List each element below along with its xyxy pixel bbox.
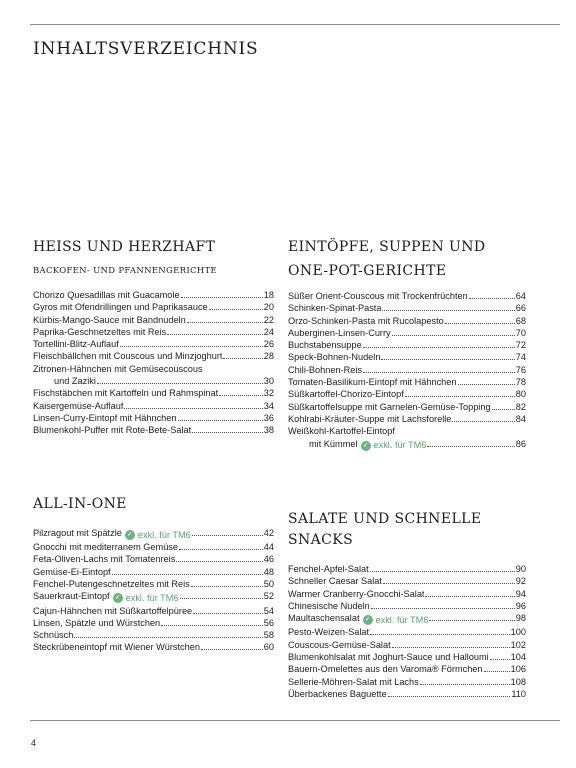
entry-page-number: 28	[263, 351, 274, 362]
entry-page-number: 38	[263, 425, 274, 436]
dot-leader	[429, 612, 514, 621]
toc-entry	[288, 401, 526, 413]
dot-leader	[363, 364, 515, 373]
entry-page-number: 32	[263, 388, 274, 399]
entry-page-number: 54	[263, 605, 274, 616]
entry-page-number: 78	[515, 377, 526, 388]
dot-leader	[427, 438, 514, 447]
entry-title: Weißkohl-Kartoffel-Eintopf	[288, 426, 395, 437]
section-title: HEISS UND HERZHAFT	[33, 239, 216, 255]
toc-entry	[288, 315, 526, 327]
entry-title: Fenchel-Putengeschnetzeltes mit Reis	[33, 579, 190, 590]
entry-page-number: 48	[263, 566, 274, 577]
entry-title: Pilzragout mit Spätzle	[33, 528, 122, 538]
toc-entry	[288, 388, 526, 400]
entry-page-number: 26	[263, 339, 274, 350]
toc-entry	[33, 363, 274, 375]
dot-leader	[392, 639, 510, 648]
toc-entry	[288, 339, 526, 351]
entry-page-number: 64	[515, 291, 526, 301]
entry-title: Süßkartoffel-Chorizo-Eintopf	[288, 389, 404, 400]
dot-leader	[492, 401, 515, 410]
entry-page-number: 52	[263, 591, 274, 602]
section-title: ALL-IN-ONE	[33, 496, 127, 512]
entry-page-number: 94	[515, 588, 526, 599]
dot-leader	[167, 326, 262, 335]
entry-page-number: 22	[263, 314, 274, 325]
entry-title: Zitronen-Hähnchen mit Gemüsecouscous	[33, 363, 203, 374]
entry-page-number: 70	[515, 327, 526, 338]
entry-title: Blumenkohlsalat mit Joghurt-Sauce und Halloumi	[288, 651, 489, 662]
toc-entry	[288, 676, 526, 688]
dot-leader	[219, 387, 263, 396]
entry-page-number: 50	[263, 579, 274, 590]
dot-leader	[209, 301, 263, 310]
toc-list	[33, 289, 274, 437]
toc-entry	[33, 338, 274, 350]
dot-leader	[458, 376, 515, 385]
thermomix-icon: ✓	[125, 530, 135, 540]
entry-title: Süßer Orient-Couscous mit Trockenfrüchten	[288, 291, 468, 301]
section-heiss-und-herzhaft	[33, 237, 274, 437]
toc-entry	[288, 425, 526, 437]
entry-title: Gnocchi mit mediterranem Gemüse	[33, 542, 179, 553]
entry-page-number: 20	[263, 302, 274, 313]
toc-entry	[33, 629, 274, 641]
toc-entry	[288, 438, 526, 452]
dot-leader	[178, 412, 263, 421]
dot-leader	[97, 375, 263, 384]
toc-entry	[33, 553, 274, 565]
section-title: EINTÖPFE, SUPPEN UND	[288, 239, 486, 255]
entry-title: Couscous-Gemüse-Salat	[288, 639, 391, 650]
toc-entry	[33, 289, 274, 301]
section-title: SALATE UND SCHNELLE SNACKS	[288, 511, 482, 548]
dot-leader	[392, 327, 515, 336]
entry-title: Speck-Bohnen-Nudeln	[288, 352, 381, 363]
dot-leader	[120, 338, 263, 347]
entry-title: Kohlrabi-Kräuter-Suppe mit Lachsforelle	[288, 413, 452, 424]
toc-list	[288, 290, 526, 452]
entry-page-number: 76	[515, 364, 526, 375]
tm6-label: exkl. für TM6	[125, 593, 179, 604]
entry-title: und Zaziki	[54, 376, 96, 387]
dot-leader	[181, 289, 263, 298]
section-salate-snacks	[288, 509, 526, 700]
dot-leader	[382, 302, 514, 311]
tm6-label: exkl. für TM6	[137, 529, 191, 540]
page-title: INHALTSVERZEICHNIS	[33, 39, 259, 59]
toc-entry	[33, 424, 274, 436]
entry-page-number: 82	[515, 401, 526, 412]
toc-entry	[33, 326, 274, 338]
toc-entry	[288, 327, 526, 339]
dot-leader	[383, 575, 515, 584]
dot-leader	[179, 541, 263, 550]
entry-title: Auberginen-Linsen-Curry	[288, 327, 391, 338]
toc-entry	[33, 400, 274, 412]
toc-entry	[288, 575, 526, 587]
entry-page-number: 68	[515, 315, 526, 326]
entry-title: Steckrübeneintopf mit Wiener Würstchen	[33, 642, 200, 653]
dot-leader	[425, 588, 514, 597]
toc-entry	[33, 314, 274, 326]
toc-entry	[288, 688, 526, 700]
entry-page-number: 84	[515, 413, 526, 424]
entry-page-number: 58	[263, 630, 274, 641]
entry-page-number: 72	[515, 340, 526, 351]
entry-title: Tomaten-Basilikum-Eintopf mit Hähnchen	[288, 377, 457, 388]
thermomix-icon: ✓	[363, 615, 373, 625]
entry-title: Orzo-Schinken-Pasta mit Rucolapesto	[288, 315, 444, 326]
toc-entry	[33, 566, 274, 578]
entry-title: Pesto-Weizen-Salat	[288, 627, 370, 638]
dot-leader	[124, 400, 262, 409]
entry-title: Sellerie-Möhren-Salat mit Lachs	[288, 676, 419, 687]
tm6-label: exkl. für TM6	[375, 615, 429, 626]
section-title-line2: ONE-POT-GERICHTE	[288, 263, 447, 279]
entry-page-number: 92	[515, 576, 526, 587]
dot-leader	[201, 641, 263, 650]
toc-entry	[288, 302, 526, 314]
entry-title: Tortellini-Blitz-Auflauf	[33, 339, 119, 350]
entry-title: Kaisergemüse-Auflauf	[33, 400, 124, 411]
entry-page-number: 60	[263, 642, 274, 653]
entry-title: Chinesische Nudeln	[288, 600, 370, 611]
dot-leader	[469, 290, 515, 299]
dot-leader	[112, 566, 263, 575]
entry-title: mit Kümmel	[309, 438, 358, 449]
section-eintoepfe-suppen	[288, 237, 526, 452]
dot-leader	[187, 314, 263, 323]
toc-entry	[288, 626, 526, 638]
dot-leader	[363, 339, 515, 348]
dot-leader	[370, 563, 515, 572]
dot-leader	[74, 629, 262, 638]
tm6-badge	[363, 614, 429, 626]
entry-title: Überbackenes Baguette	[288, 688, 387, 699]
toc-list	[33, 527, 274, 654]
entry-page-number: 66	[515, 303, 526, 314]
entry-page-number: 98	[515, 613, 526, 624]
dot-leader	[370, 626, 510, 635]
toc-entry	[33, 641, 274, 653]
dot-leader	[193, 605, 263, 614]
entry-title: Maultaschensalat	[288, 613, 360, 624]
toc-entry	[33, 350, 274, 362]
entry-page-number: 100	[510, 627, 526, 638]
entry-title: Fleischbällchen mit Couscous und Minzjoghurt	[33, 351, 223, 362]
toc-entry	[288, 588, 526, 600]
dot-leader	[490, 651, 510, 660]
entry-title: Blumenkohl-Puffer mit Rote-Bete-Salat	[33, 425, 192, 436]
entry-page-number: 56	[263, 617, 274, 628]
entry-page-number: 80	[515, 389, 526, 400]
entry-page-number: 18	[263, 290, 274, 300]
toc-entry	[33, 617, 274, 629]
entry-title: Sauerkraut-Eintopf	[33, 591, 110, 602]
entry-title: Bauern-Omelettes aus den Varoma® Förmchen	[288, 664, 483, 675]
dot-leader	[223, 350, 262, 359]
dot-leader	[381, 351, 514, 360]
entry-title: Chorizo Quesadillas mit Guacamole	[33, 290, 180, 300]
dot-leader	[484, 663, 510, 672]
entry-page-number: 34	[263, 400, 274, 411]
section-subtitle: BACKOFEN- UND PFANNENGERICHTE	[33, 266, 217, 276]
dot-leader	[420, 676, 510, 685]
dot-leader	[176, 553, 262, 562]
entry-page-number: 90	[515, 564, 526, 574]
toc-entry	[33, 412, 274, 424]
entry-title: Süßkartoffelsuppe mit Garnelen-Gemüse-Topping	[288, 401, 491, 412]
toc-entry	[288, 651, 526, 663]
toc-entry	[33, 578, 274, 590]
entry-title: Gyros mit Ofendrillingen und Paprikasauce	[33, 302, 208, 313]
entry-page-number: 36	[263, 412, 274, 423]
dot-leader	[371, 600, 515, 609]
tm6-badge	[125, 529, 191, 541]
entry-page-number: 74	[515, 352, 526, 363]
dot-leader	[180, 590, 263, 599]
tm6-badge	[361, 439, 427, 451]
dot-leader	[191, 578, 263, 587]
toc-entry	[288, 376, 526, 388]
toc-entry	[288, 600, 526, 612]
entry-page-number: 86	[515, 438, 526, 449]
page-number: 4	[31, 738, 37, 748]
entry-page-number: 30	[263, 376, 274, 387]
entry-title: Linsen, Spätzle und Würstchen	[33, 617, 161, 628]
entry-title: Paprika-Geschnetzeltes mit Reis	[33, 326, 167, 337]
entry-title: Fenchel-Apfel-Salat	[288, 564, 369, 574]
dot-leader	[452, 413, 514, 422]
entry-title: Chili-Bohnen-Reis	[288, 364, 363, 375]
section-all-in-one	[33, 494, 274, 654]
toc-entry	[33, 375, 274, 387]
toc-entry	[288, 351, 526, 363]
entry-title: Feta-Oliven-Lachs mit Tomatenreis	[33, 554, 176, 565]
entry-title: Schneller Caesar Salat	[288, 576, 382, 587]
entry-title: Schnüsch	[33, 630, 74, 641]
dot-leader	[192, 527, 263, 536]
entry-page-number: 24	[263, 326, 274, 337]
entry-page-number: 46	[263, 554, 274, 565]
entry-title: Linsen-Curry-Eintopf mit Hähnchen	[33, 412, 177, 423]
dot-leader	[192, 424, 263, 433]
entry-page-number: 44	[263, 542, 274, 553]
toc-entry	[288, 563, 526, 575]
toc-entry	[33, 541, 274, 553]
toc-entry	[288, 290, 526, 302]
dot-leader	[405, 388, 515, 397]
entry-page-number: 102	[510, 639, 526, 650]
entry-title: Cajun-Hähnchen mit Süßkartoffelpüree	[33, 605, 193, 616]
entry-title: Schinken-Spinat-Pasta	[288, 303, 382, 314]
tm6-label: exkl. für TM6	[373, 440, 427, 451]
toc-list	[288, 563, 526, 700]
entry-title: Kürbis-Mango-Sauce mit Bandnudeln	[33, 314, 186, 325]
toc-entry	[288, 364, 526, 376]
dot-leader	[388, 688, 511, 697]
entry-page-number: 108	[510, 676, 526, 687]
thermomix-icon: ✓	[113, 593, 123, 603]
toc-entry	[33, 527, 274, 541]
entry-title: Buchstabensuppe	[288, 340, 362, 351]
entry-title: Fischstäbchen mit Kartoffeln und Rahmspinat	[33, 388, 219, 399]
toc-entry	[288, 663, 526, 675]
top-rule	[30, 24, 560, 25]
bottom-rule	[30, 720, 560, 721]
entry-page-number: 110	[511, 688, 526, 699]
entry-page-number: 104	[510, 651, 526, 662]
entry-page-number: 96	[515, 600, 526, 611]
entry-page-number: 42	[263, 528, 274, 538]
toc-entry	[288, 639, 526, 651]
entry-title: Warmer Cranberry-Gnocchi-Salat	[288, 588, 425, 599]
dot-leader	[445, 315, 515, 324]
entry-page-number: 106	[510, 664, 526, 675]
toc-entry	[288, 413, 526, 425]
toc-entry	[33, 605, 274, 617]
tm6-badge	[113, 592, 179, 604]
toc-entry	[33, 301, 274, 313]
toc-entry	[33, 387, 274, 399]
thermomix-icon: ✓	[361, 441, 371, 451]
entry-title: Gemüse-Ei-Eintopf	[33, 566, 111, 577]
toc-entry	[33, 590, 274, 604]
toc-entry	[288, 612, 526, 626]
dot-leader	[161, 617, 263, 626]
